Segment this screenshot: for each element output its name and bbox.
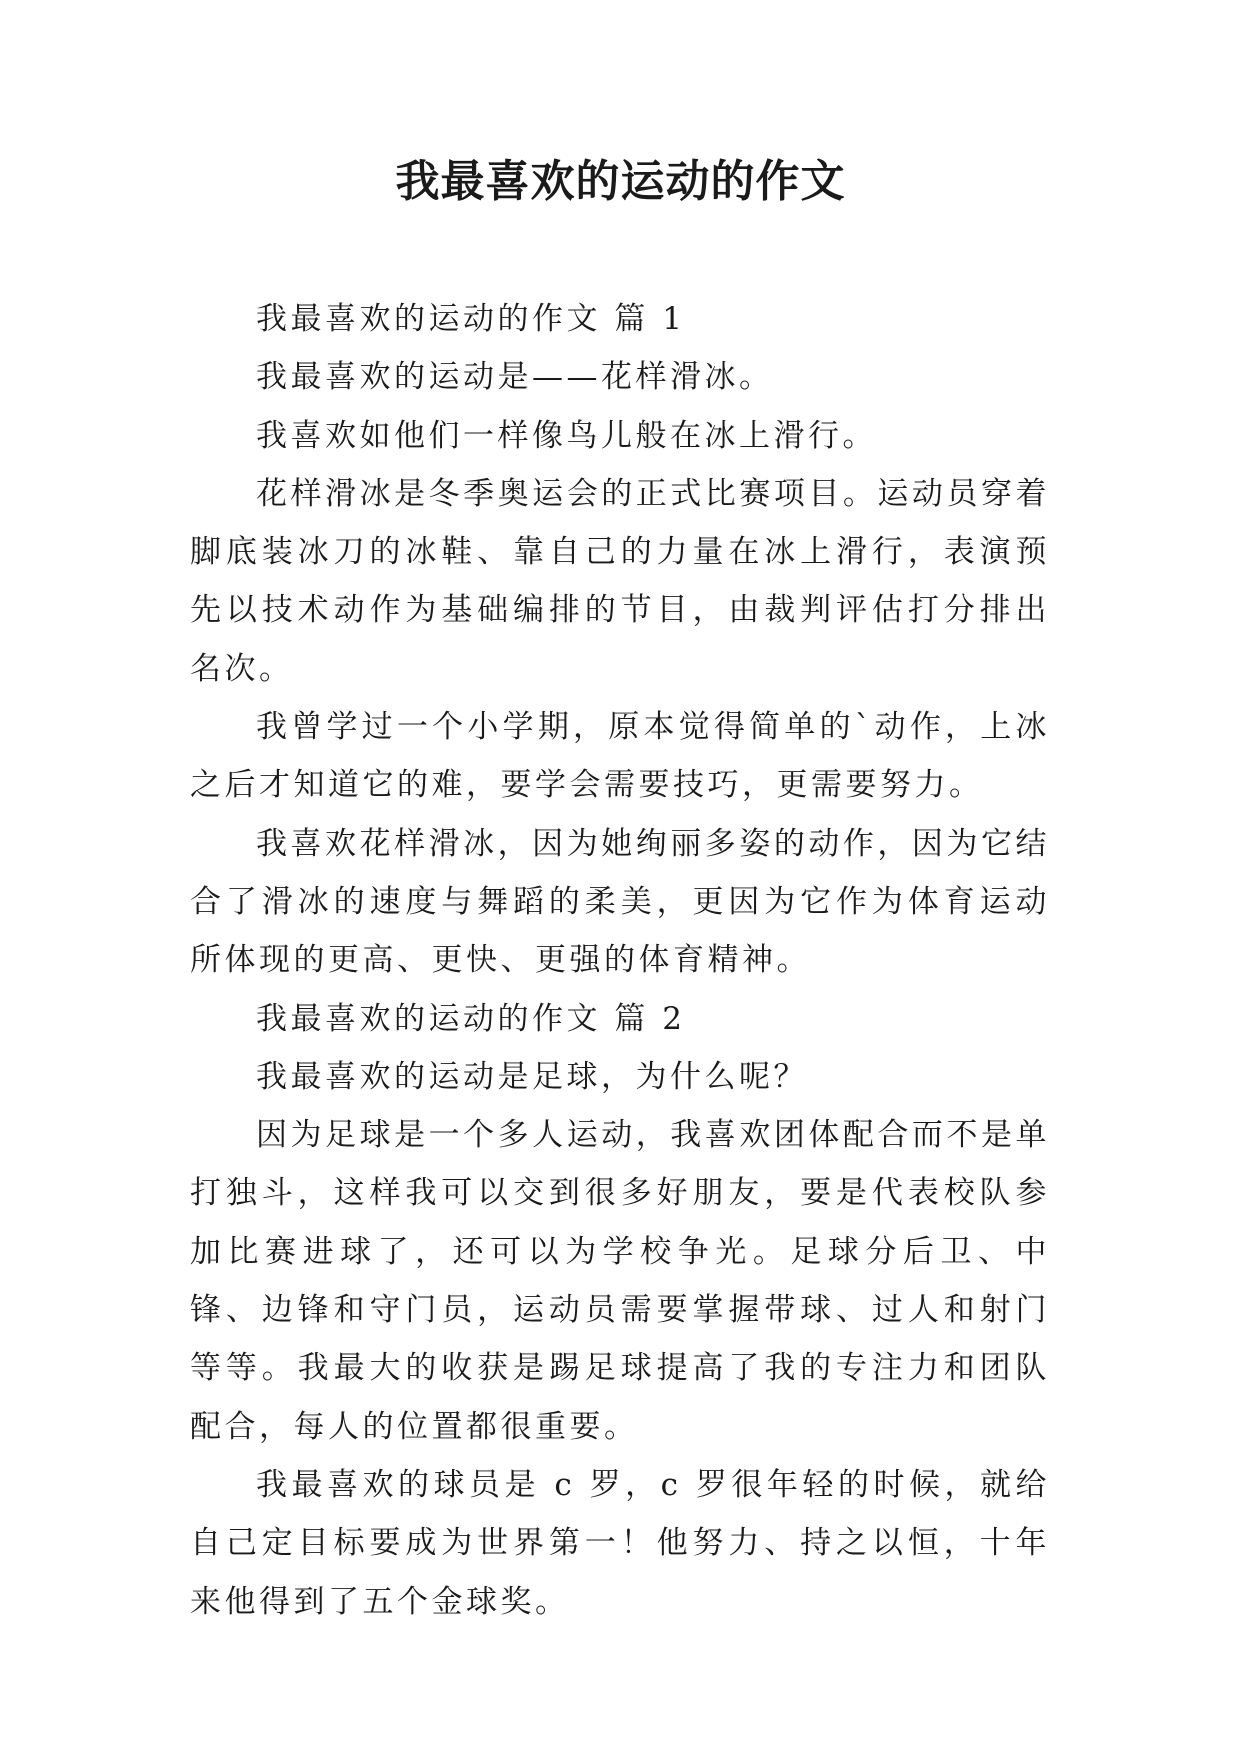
section-heading-2: 我最喜欢的运动的作文 篇 2 — [256, 1000, 686, 1037]
paragraph: 我喜欢花样滑冰，因为她绚丽多姿的动作，因为它结合了滑冰的速度与舞蹈的柔美，更因为它作为体育运动所体现的更高、更快、更强的体育精神。 — [190, 825, 1050, 979]
paragraph: 我最喜欢的运动是足球，为什么呢？ — [256, 1058, 808, 1095]
paragraph: 因为足球是一个多人运动，我喜欢团体配合而不是单打独斗，这样我可以交到很多好朋友，要是代表校队参加比赛进球了，还可以为学校争光。足球分后卫、中锋、边锋和守门员，运动员需要掌握带球、过人和射门等等。我最大的收获是踢足球提高了我的专注力和团队配合，每人的位置都很重要。 — [190, 1117, 1050, 1445]
paragraph: 我最喜欢的球员是 c 罗，c 罗很年轻的时候，就给自己定目标要成为世界第一！他努力、持之以恒，十年来他得到了五个金球奖。 — [190, 1466, 1050, 1620]
document-title: 我最喜欢的运动的作文 — [395, 156, 846, 207]
section-heading-1: 我最喜欢的运动的作文 篇 1 — [256, 301, 686, 337]
paragraph: 我最喜欢的运动是——花样滑冰。 — [256, 359, 774, 396]
paragraph: 我曾学过一个小学期，原本觉得简单的`动作，上冰之后才知道它的难，要学会需要技巧，更需要努力。 — [190, 709, 1050, 804]
paragraph: 花样滑冰是冬季奥运会的正式比赛项目。运动员穿着脚底装冰刀的冰鞋、靠自己的力量在冰上滑行，表演预先以技术动作为基础编排的节目，由裁判评估打分排出名次。 — [190, 475, 1050, 687]
document-body — [190, 290, 1050, 1631]
paragraph: 我喜欢如他们一样像鸟儿般在冰上滑行。 — [256, 417, 877, 454]
